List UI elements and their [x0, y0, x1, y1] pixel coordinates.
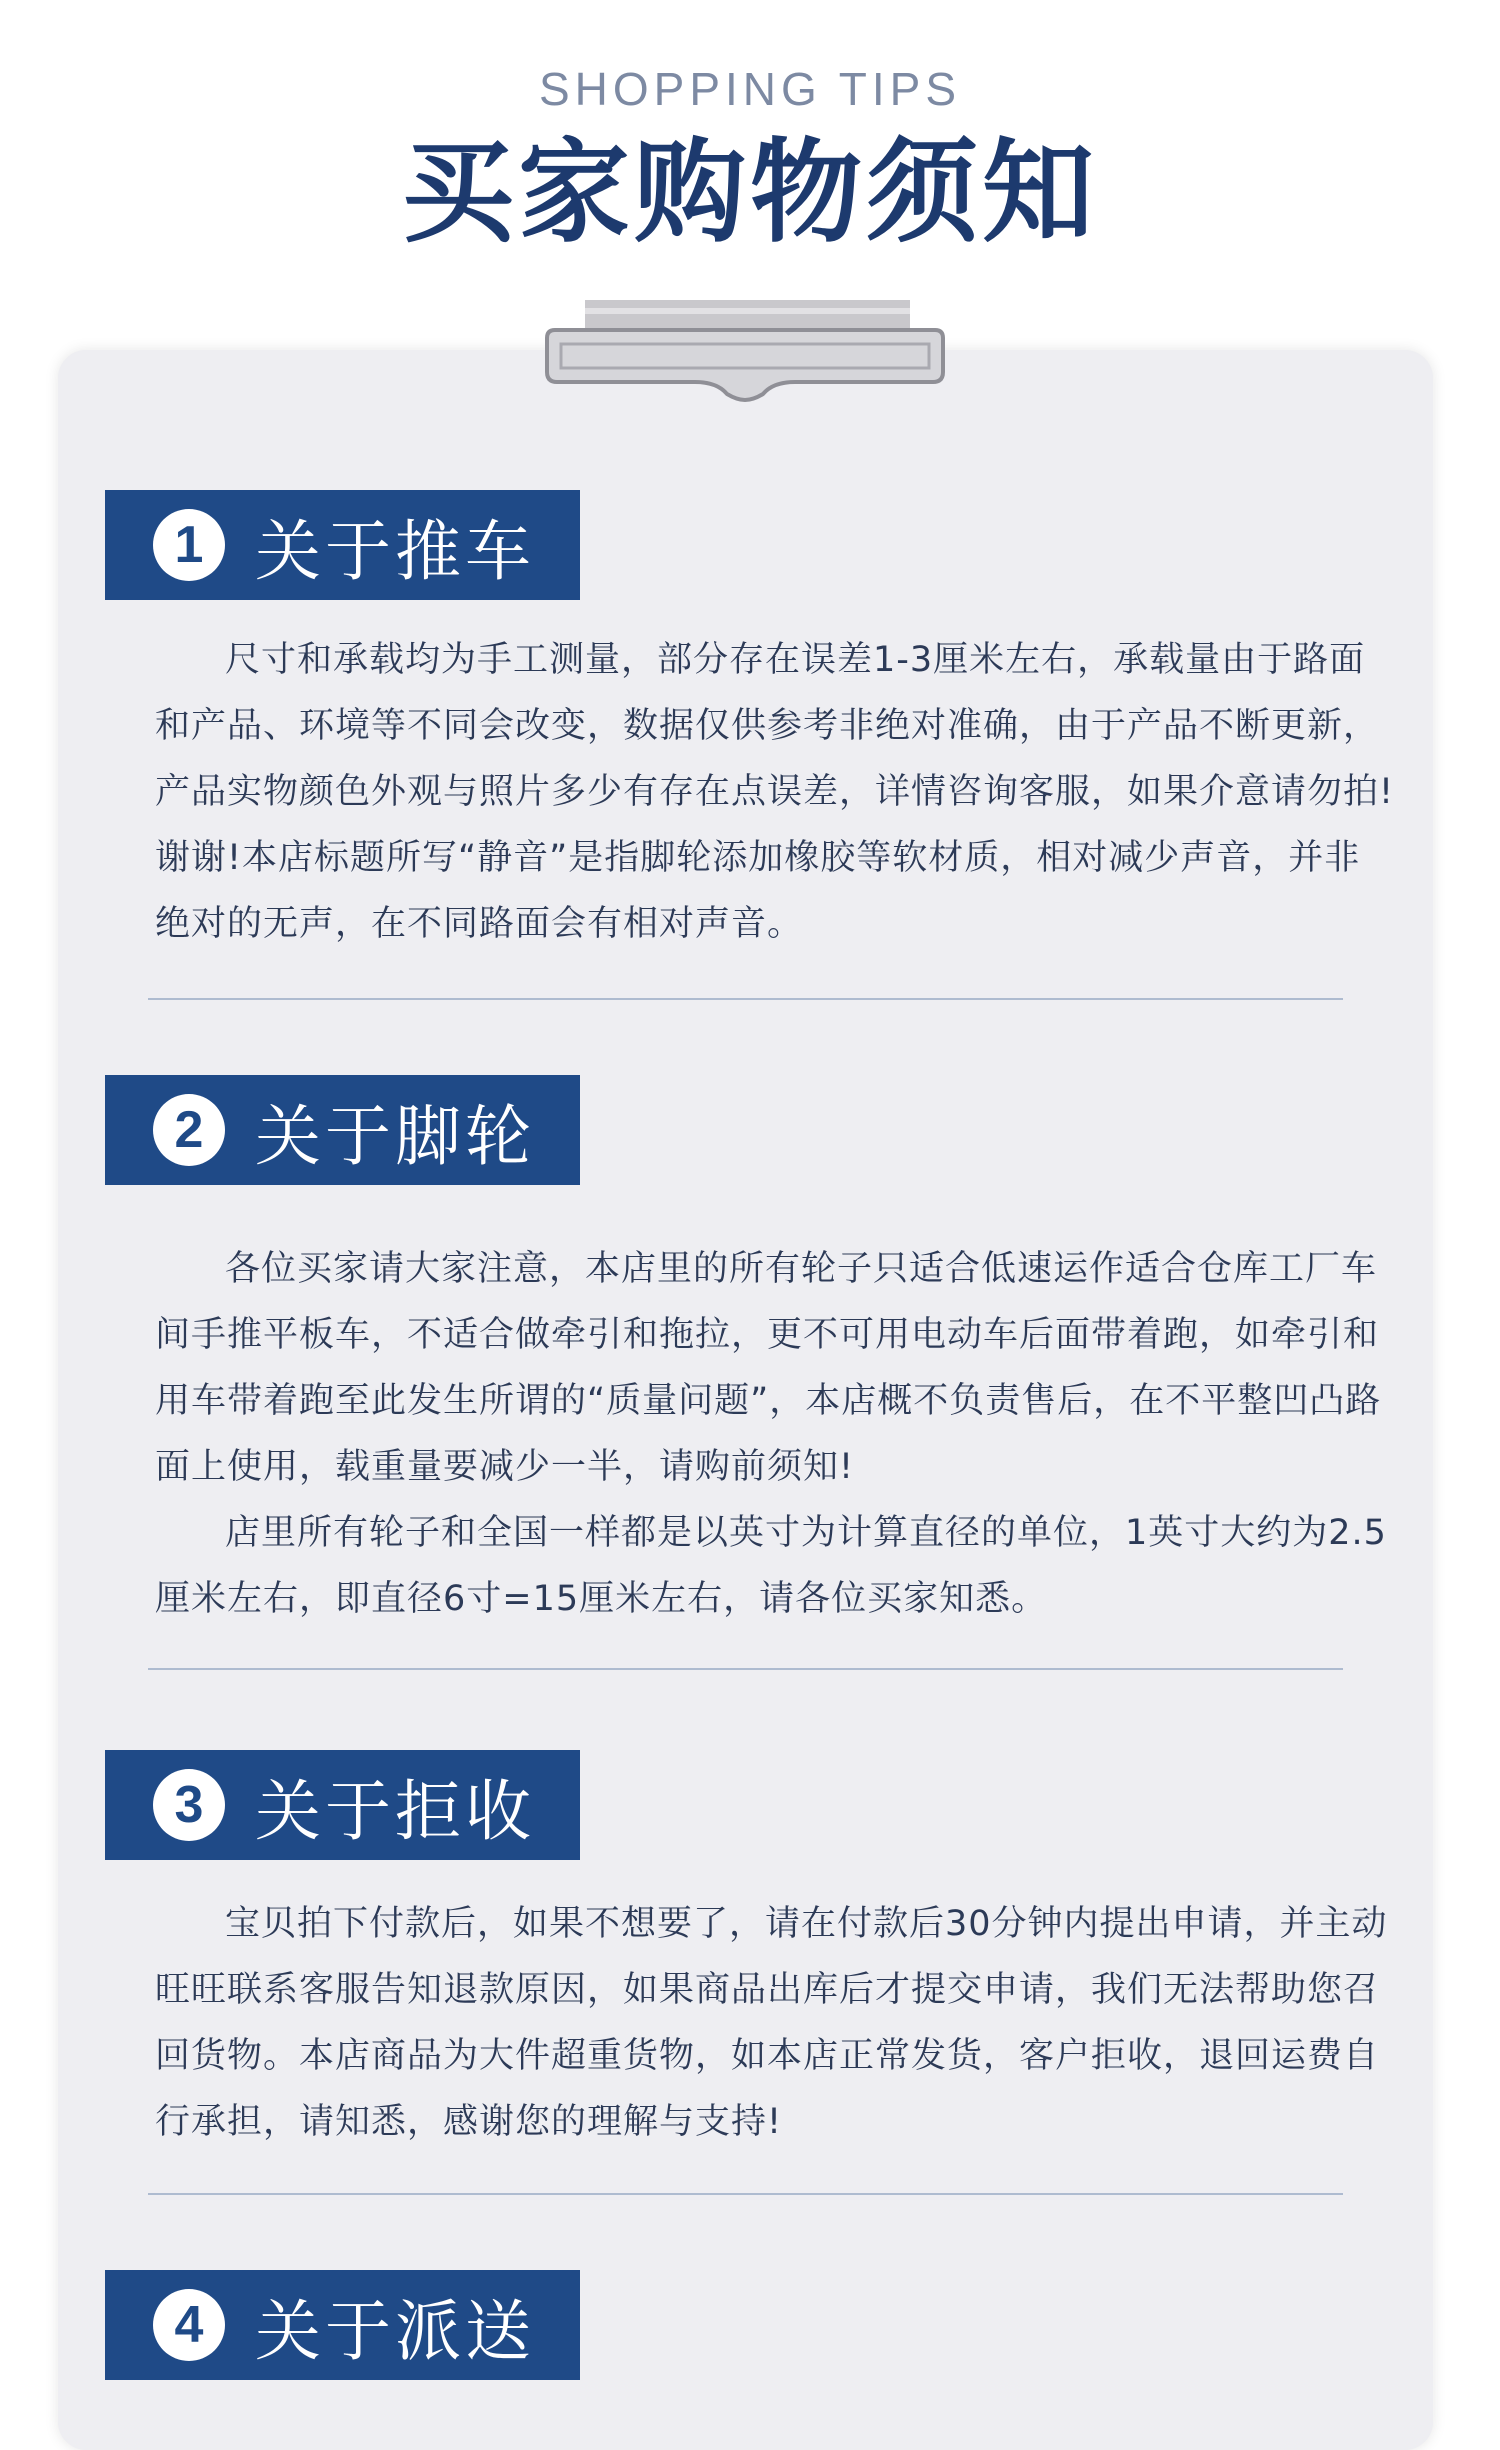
section-divider — [148, 998, 1343, 1000]
section-divider — [148, 1668, 1343, 1670]
section-number-badge: 4 — [153, 2289, 225, 2361]
section-title: 关于推车 — [255, 512, 535, 590]
section-body-cart — [155, 627, 1395, 957]
section-header-delivery — [105, 2270, 580, 2380]
section-body-wheels — [155, 1236, 1395, 1632]
section-header-rejection — [105, 1750, 580, 1860]
section-title: 关于派送 — [255, 2292, 535, 2370]
subtitle-english: SHOPPING TIPS — [538, 63, 962, 115]
section-paragraph: 店里所有轮子和全国一样都是以英寸为计算直径的单位，1英寸大约为2.5厘米左右，即直径6寸=15厘米左右，请各位买家知悉。 — [155, 1513, 1387, 1619]
section-header-wheels — [105, 1075, 580, 1185]
section-body-rejection — [155, 1891, 1395, 2155]
clipboard-clip-icon — [535, 300, 955, 410]
section-paragraph: 各位买家请大家注意，本店里的所有轮子只适合低速运作适合仓库工厂车间手推平板车，不适合做牵引和拖拉，更不可用电动车后面带着跑，如牵引和用车带着跑至此发生所谓的“质量问题”，本店概不负责售后，在不平整凹凸路面上使用，载重量要减少一半，请购前须知! — [155, 1249, 1382, 1487]
section-title: 关于脚轮 — [255, 1097, 535, 1175]
section-number-badge: 3 — [153, 1769, 225, 1841]
section-divider — [148, 2193, 1343, 2195]
page-title: 买家购物须知 — [402, 128, 1098, 258]
section-number-badge: 1 — [153, 509, 225, 581]
section-paragraph: 宝贝拍下付款后，如果不想要了，请在付款后30分钟内提出申请，并主动旺旺联系客服告知退款原因，如果商品出库后才提交申请，我们无法帮助您召回货物。本店商品为大件超重货物，如本店正常发货，客户拒收，退回运费自行承担，请知悉，感谢您的理解与支持! — [155, 1904, 1388, 2142]
section-header-cart — [105, 490, 580, 600]
section-title: 关于拒收 — [255, 1772, 535, 1850]
section-number-badge: 2 — [153, 1094, 225, 1166]
section-paragraph: 尺寸和承载均为手工测量，部分存在误差1-3厘米左右，承载量由于路面和产品、环境等不同会改变，数据仅供参考非绝对准确，由于产品不断更新，产品实物颜色外观与照片多少有存在点误差，详情咨询客服，如果介意请勿拍!谢谢!本店标题所写“静音”是指脚轮添加橡胶等软材质，相对减少声音，并非绝对的无声，在不同路面会有相对声音。 — [155, 640, 1395, 944]
